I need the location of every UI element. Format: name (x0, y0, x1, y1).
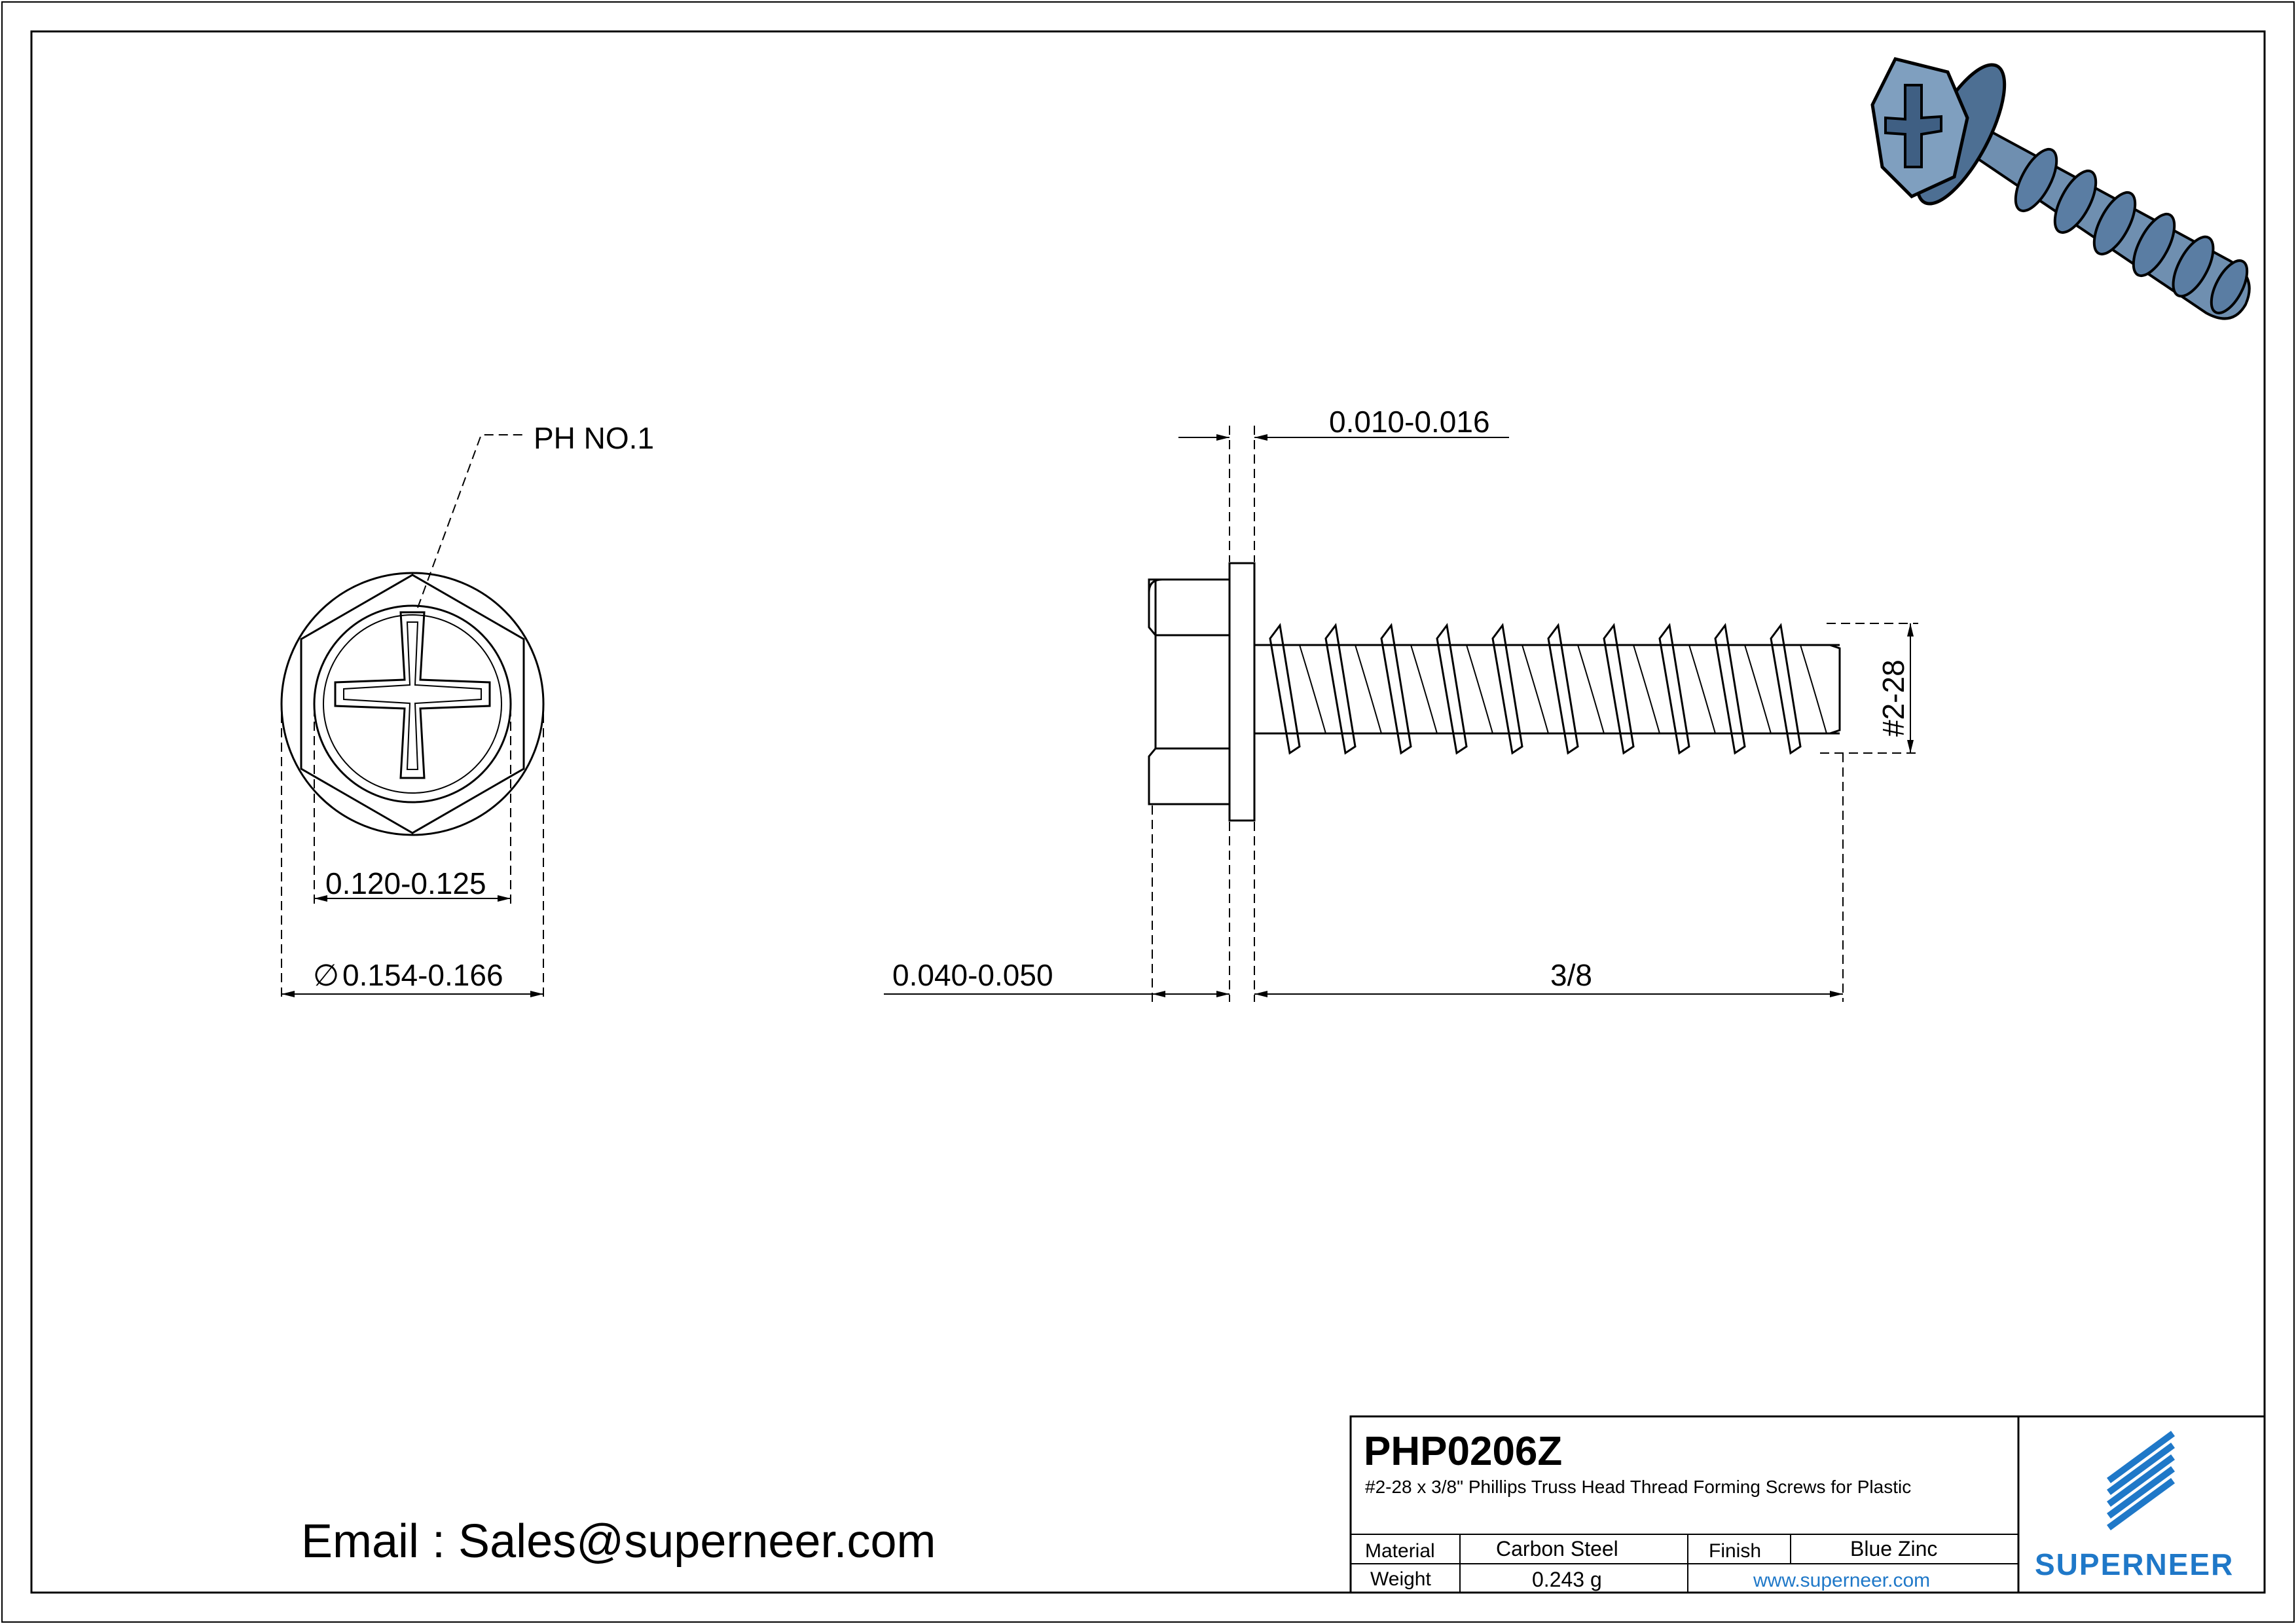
phillips-cross (335, 612, 490, 778)
brand-name: SUPERNEER (2035, 1547, 2234, 1581)
hex-head-side (1149, 580, 1230, 804)
part-description: #2-28 x 3/8" Phillips Truss Head Thread Forming Screws for Plastic (1365, 1477, 1912, 1497)
phillips-label: PH NO.1 (534, 421, 655, 455)
title-block (1351, 1416, 2265, 1593)
screw-3d-render (1872, 53, 2254, 318)
head-end-view (282, 421, 654, 1002)
finish-label: Finish (1709, 1540, 1762, 1562)
screw-side-view (884, 405, 1918, 1002)
material-value: Carbon Steel (1496, 1537, 1618, 1560)
brand-logo-icon (2111, 1435, 2170, 1526)
material-label: Material (1365, 1540, 1435, 1562)
recess-circle-inner (323, 615, 501, 793)
phillips-leader (418, 435, 527, 608)
weight-label: Weight (1370, 1568, 1431, 1590)
thread-dim-text: #2-28 (1876, 659, 1910, 737)
recess-circle-outer (314, 606, 511, 802)
website-link[interactable]: www.superneer.com (1753, 1570, 1931, 1591)
length-dim-text: 3/8 (1550, 958, 1592, 992)
weight-value: 0.243 g (1532, 1568, 1602, 1591)
washer-flange (1230, 563, 1254, 821)
washer-dim-text: 0.040-0.050 (892, 958, 1053, 992)
recess-dim-text: 0.120-0.125 (325, 866, 486, 900)
inner-border (31, 31, 2265, 1593)
contact-email: Email : Sales@superneer.com (301, 1515, 936, 1568)
finish-value: Blue Zinc (1850, 1537, 1938, 1560)
phillips-cross-inner (344, 622, 481, 769)
part-number: PHP0206Z (1364, 1429, 1563, 1474)
gap-dim-text: 0.010-0.016 (1329, 405, 1490, 439)
diameter-symbol: ∅ (313, 958, 340, 992)
shank-tip (1830, 645, 1840, 733)
head-dim-text: 0.154-0.166 (342, 958, 503, 992)
outer-border (2, 2, 2294, 1622)
